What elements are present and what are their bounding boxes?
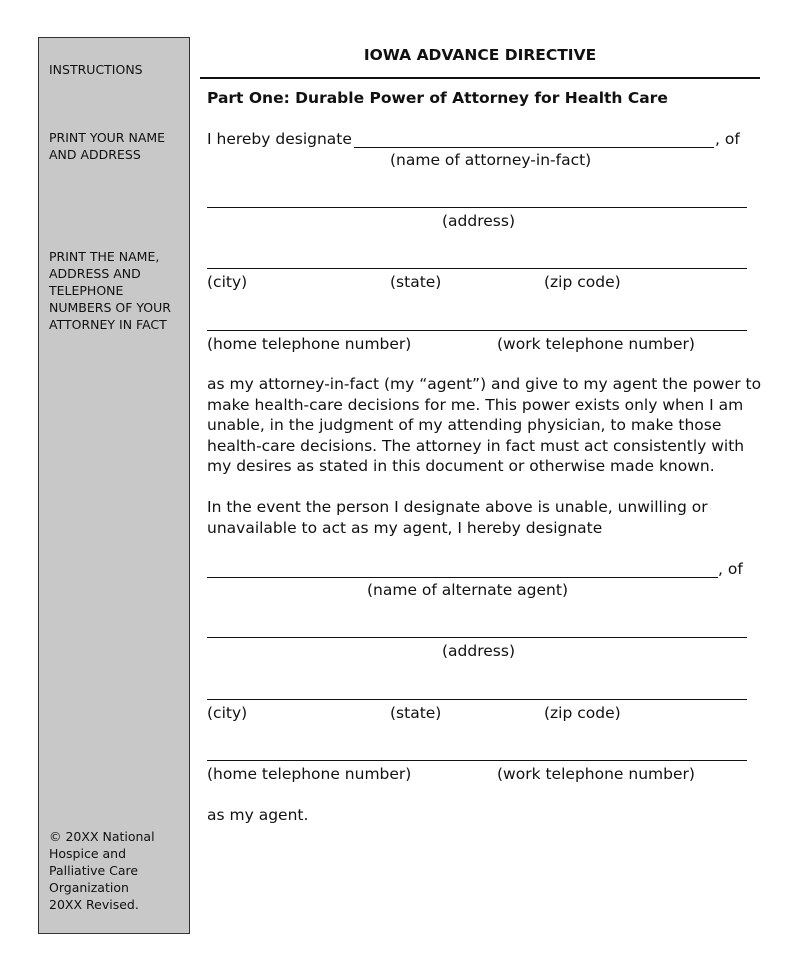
sidebar-instructions-heading: INSTRUCTIONS: [49, 62, 143, 77]
sidebar-line: ADDRESS AND: [49, 266, 141, 281]
alternate-address-field[interactable]: [207, 637, 747, 638]
work-phone-label-alternate: (work telephone number): [497, 765, 695, 783]
work-phone-label: (work telephone number): [497, 335, 695, 353]
alternate-name-field[interactable]: [207, 577, 718, 578]
paragraph-line: as my attorney-in-fact (my “agent”) and give to my agent the power to: [207, 375, 762, 393]
attorney-phone-field[interactable]: [207, 330, 747, 331]
alternate-agent-paragraph: [207, 497, 767, 538]
title-rule: [200, 77, 760, 79]
sidebar-line: 20XX Revised.: [49, 897, 139, 912]
sidebar-line: © 20XX National: [49, 829, 155, 844]
sidebar-print-attorney-instruction: [49, 248, 171, 333]
of-suffix: , of: [715, 130, 740, 148]
of-suffix-alternate: , of: [718, 560, 743, 578]
sidebar-copyright: [49, 828, 155, 913]
sidebar-line: Palliative Care: [49, 863, 139, 878]
state-label: (state): [390, 273, 442, 291]
alternate-phone-field[interactable]: [207, 760, 747, 761]
part-heading: Part One: Durable Power of Attorney for Health Care: [207, 89, 668, 107]
sidebar-line: AND ADDRESS: [49, 147, 141, 162]
home-phone-label-alternate: (home telephone number): [207, 765, 412, 783]
paragraph-line: unable, in the judgment of my attending physician, to make those: [207, 416, 722, 435]
attorney-name-field[interactable]: [354, 147, 714, 148]
sidebar-line: Organization: [49, 880, 129, 895]
home-phone-label: (home telephone number): [207, 335, 412, 353]
address-label-alternate: (address): [442, 642, 515, 660]
instructions-sidebar: [38, 37, 190, 934]
paragraph-line: make health-care decisions for me. This power exists only when I am: [207, 395, 744, 414]
sidebar-line: PRINT THE NAME,: [49, 249, 160, 264]
sidebar-print-name-instruction: [49, 129, 165, 163]
state-label-alternate: (state): [390, 704, 442, 722]
sidebar-line: PRINT YOUR NAME: [49, 130, 166, 145]
attorney-name-label: (name of attorney-in-fact): [390, 151, 592, 169]
paragraph-line: unavailable to act as my agent, I hereby designate: [207, 518, 603, 537]
address-label: (address): [442, 212, 515, 230]
zip-label-alternate: (zip code): [544, 704, 621, 722]
attorney-address-field[interactable]: [207, 207, 747, 208]
designate-prefix: I hereby designate: [207, 130, 352, 148]
city-label: (city): [207, 273, 248, 291]
paragraph-line: In the event the person I designate above is unable, unwilling or: [207, 498, 708, 516]
alternate-city-state-zip-field[interactable]: [207, 699, 747, 700]
paragraph-line: my desires as stated in this document or otherwise made known.: [207, 457, 715, 476]
closing-text: as my agent.: [207, 806, 309, 824]
agent-powers-paragraph: [207, 374, 767, 477]
sidebar-line: ATTORNEY IN FACT: [49, 317, 167, 332]
alternate-name-label: (name of alternate agent): [367, 581, 569, 599]
sidebar-line: TELEPHONE: [49, 283, 124, 298]
zip-label: (zip code): [544, 273, 621, 291]
city-label-alternate: (city): [207, 704, 248, 722]
sidebar-line: Hospice and: [49, 846, 127, 861]
attorney-city-state-zip-field[interactable]: [207, 268, 747, 269]
sidebar-line: NUMBERS OF YOUR: [49, 300, 171, 315]
paragraph-line: health-care decisions. The attorney in fact must act consistently with: [207, 436, 745, 455]
document-title: IOWA ADVANCE DIRECTIVE: [363, 46, 597, 64]
